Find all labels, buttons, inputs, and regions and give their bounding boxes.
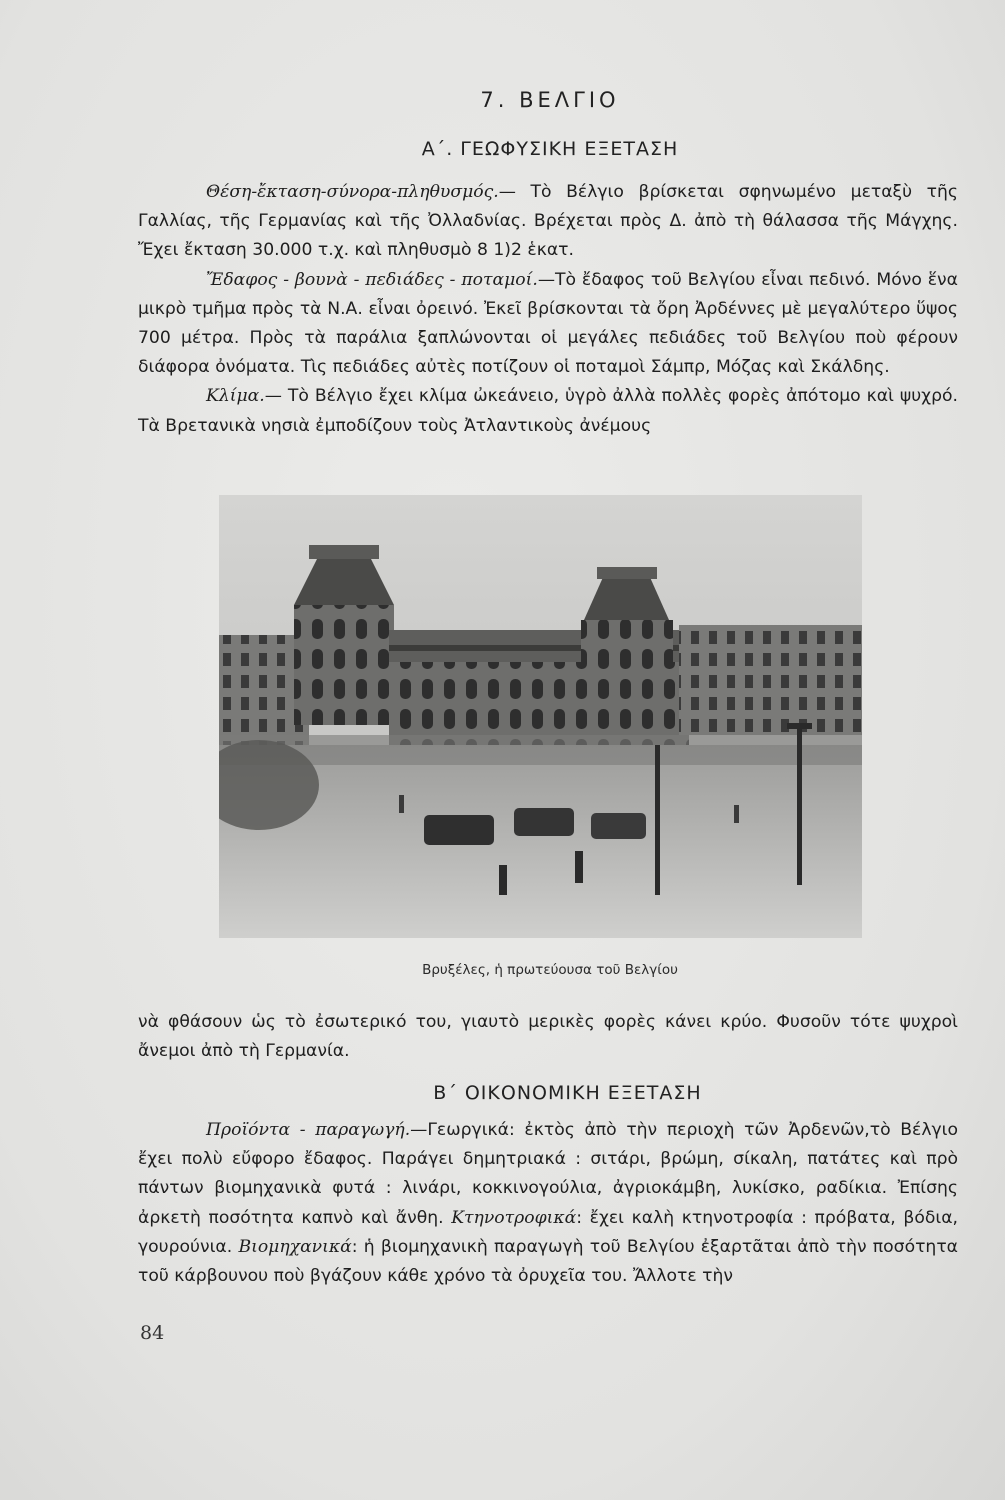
industry-label: Βιομηχανικά [238, 1236, 352, 1257]
brussels-photo [219, 495, 862, 938]
page-number: 84 [140, 1322, 165, 1344]
paragraph-body: — Τὸ Βέλγιο βρίσκεται σφηνωμένο μεταξὺ τῆς Γαλλίας, τῆς Γερμανίας καὶ τῆς Ὀλλαδνίας. Βρέχεται πρὸς Δ. ἀπὸ τὴ θάλασσα τῆς Μάγχης. Ἔχει ἔκταση 30.000 τ.χ. καὶ πληθυσμὸ 8 1)2 ἑκατ. [138, 182, 958, 261]
paragraph-label: Ἔδαφος - βουνὰ - πεδιάδες - ποταμοί. [206, 269, 538, 290]
paragraph-label: Κλίμα. [206, 386, 265, 407]
section-a-heading: Α΄. ΓΕΩΦΥΣΙΚΗ ΕΞΕΤΑΣΗ [421, 138, 679, 160]
paragraph-body: —Τὸ ἔδαφος τοῦ Βελγίου εἶναι πεδινό. Μόνο ἕνα μικρὸ τμῆμα πρὸς τὰ Ν.Α. εἶναι ὀρεινό. Ἐκεῖ βρίσκονται τὰ ὄρη Ἀρδέννες μὲ μεγαλύτερο ὕψος 700 μέτρα. Πρὸς τὰ παράλια ξαπλώνονται οἱ μεγάλες πεδιάδες τοῦ Βελγίου ποὺ φέρουν διάφορα ὀνόματα. Τὶς πεδιάδες αὐτὲς ποτίζουν οἱ ποταμοὶ Σάμπρ, Μόζας καὶ Σκάλδης. [138, 269, 958, 378]
paragraph-body: — Τὸ Βέλγιο ἔχει κλίμα ὠκεάνειο, ὑγρὸ ἀλλὰ πολλὲς φορὲς ἀπότομο καὶ ψυχρό. Τὰ Βρετανικὰ νησιὰ ἐμποδίζουν τοὺς Ἀτλαντικοὺς ἀνέμους [138, 386, 958, 436]
section-b-text [138, 1116, 958, 1291]
photo-caption: Βρυξέλες, ἡ πρωτεύουσα τοῦ Βελγίου [422, 962, 678, 978]
section-b-heading: Β΄ ΟΙΚΟΝΟΜΙΚΗ ΕΞΕΤΑΣΗ [433, 1082, 702, 1104]
brussels-photo-image [219, 495, 862, 938]
industry-text: : ἡ βιομηχανικὴ παραγωγὴ τοῦ Βελγίου ἐξαρτᾶται ἀπὸ τὴν ποσότητα τοῦ κάρβουνου ποὺ βγάζουν κάθε χρόνο τὰ ὀρυχεῖα του. Ἄλλοτε τὴν [138, 1236, 958, 1287]
paragraph-climate [138, 382, 958, 440]
chapter-title: 7. ΒΕΛΓΙΟ [480, 88, 620, 112]
section-a-text [138, 178, 958, 441]
paragraph-climate-continued: νὰ φθάσουν ὡς τὸ ἐσωτερικό του, γιαυτὸ μερικὲς φορὲς κάνει κρύο. Φυσοῦν τότε ψυχροὶ ἄνεμοι ἀπὸ τὴ Γερμανία. [138, 1012, 958, 1062]
livestock-label: Κτηνοτροφικά [451, 1207, 577, 1228]
livestock-text: : ἔχει καλὴ κτηνοτροφία : πρόβατα, βόδια, γουρούνια. [138, 1207, 958, 1257]
paragraph-products [138, 1116, 958, 1291]
paragraph-label: Θέση-ἔκταση-σύνορα-πληθυσμός. [206, 182, 499, 202]
paragraph-position [138, 178, 958, 266]
paragraph-terrain [138, 266, 958, 383]
section-a-continuation [138, 1008, 958, 1066]
paragraph-body: —Γεωργικά: ἐκτὸς ἀπὸ τὴν περιοχὴ τῶν Ἀρδενῶν,τὸ Βέλγιο ἔχει πολὺ εὔφορο ἔδαφος. Παράγει δημητριακά : σιτάρι, βρώμη, σίκαλη, πατάτες καὶ πρὸ πάντων βιομηχανικὰ φυτά : λινάρι, κοκκινογούλια, ἀγριοκάμβη, λυκίσκο, ραδίκια. Ἐπίσης ἀρκετὴ ποσότητα καπνὸ καὶ ἄνθη. [138, 1120, 959, 1228]
paragraph-label: Προϊόντα - παραγωγή. [206, 1120, 411, 1140]
